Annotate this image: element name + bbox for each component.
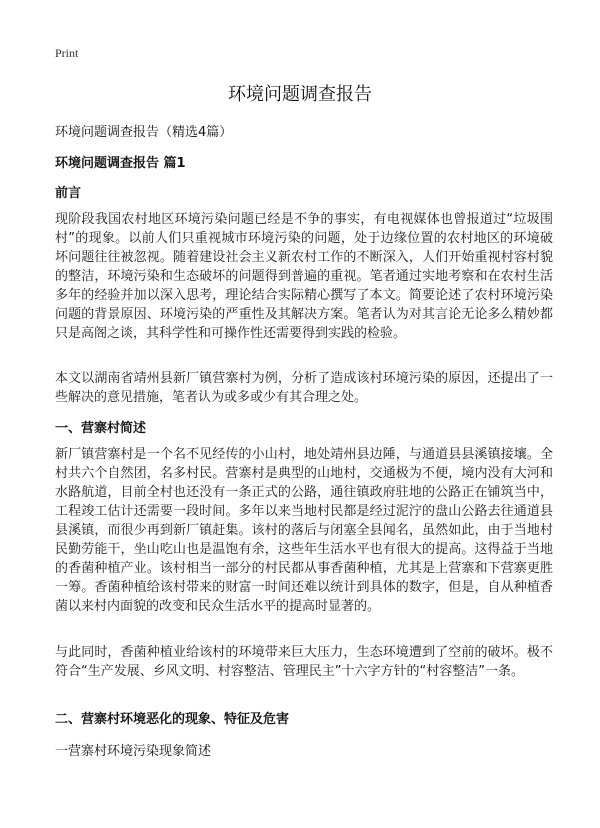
section-1-heading: 一、营寨村简述 <box>55 421 147 436</box>
preface-paragraph: 现阶段我国农村地区环境污染问题已经是不争的事实，有电视媒体也曾报道过“垃圾围村”的现象。以前人们只重视城市环境污染的问题，处于边缘位置的农村地区的环境破坏问题往往被忽视。随着建设社会主义新农村工作的不断深入，人们开始重视村容村貌的整洁，环境污染和生态破坏的问题得到普遍的重视。笔者通过实地考察和在农村生活多年的经验并加以深入思考，理论结合实际精心撰写了本文。简要论述了农村环境污染问题的背景原因、环境污染的严重性及其解决方案。笔者认为对其言论无论多么精妙都只是高阁之谈，其科学性和可操作性还需要得到实践的检验。 <box>55 212 553 341</box>
preface-heading: 前言 <box>55 186 82 201</box>
article-heading: 环境问题调查报告 篇1 <box>55 156 186 171</box>
document-title: 环境问题调查报告 <box>228 84 372 105</box>
village-description-paragraph: 新厂镇营寨村是一个名不见经传的小山村，地处靖州县边陲，与通道县县溪镇接壤。全村共六个自然团，名多村民。营寨村是典型的山地村，交通极为不便，境内没有大河和水路航道，目前全村也还没有一条正式的公路，通往镇政府驻地的公路正在铺筑当中，工程竣工估计还需要一段时间。多年以来当地村民都是经过泥泞的盘山公路去往通道县县溪镇，而很少再到新厂镇赶集。该村的落后与闭塞全县闻名，虽然如此，由于当地村民勤劳能干，坐山吃山也是温饱有余，这些年生活水平也有很大的提高。这得益于当地的香菌种植产业。该村相当一部分的村民都从事香菌种植，尤其是上营寨和下营寨更胜一筹。香菌种植给该村带来的财富一时间还难以统计到具体的数字，但是，自从种植香菌以来村内面貌的改变和民众生活水平的提高时显著的。 <box>55 447 553 614</box>
intro-paragraph: 本文以湖南省靖州县新厂镇营寨村为例，分析了造成该村环境污染的原因，还提出了一些解决的意见措施，笔者认为或多或少有其合理之处。 <box>55 371 553 405</box>
environment-pressure-paragraph: 与此同时，香菌种植业给该村的环境带来巨大压力，生态环境遭到了空前的破坏。极不符合“生产发展、乡风文明、村容整洁、管理民主”十六字方针的“村容整洁”一条。 <box>55 645 553 679</box>
print-label: Print <box>55 46 79 60</box>
document-subtitle: 环境问题调查报告（精选4篇） <box>55 125 233 140</box>
subsection-text: 一营寨村环境污染现象简述 <box>55 744 212 759</box>
section-2-heading: 二、营寨村环境恶化的现象、特征及危害 <box>55 712 290 727</box>
